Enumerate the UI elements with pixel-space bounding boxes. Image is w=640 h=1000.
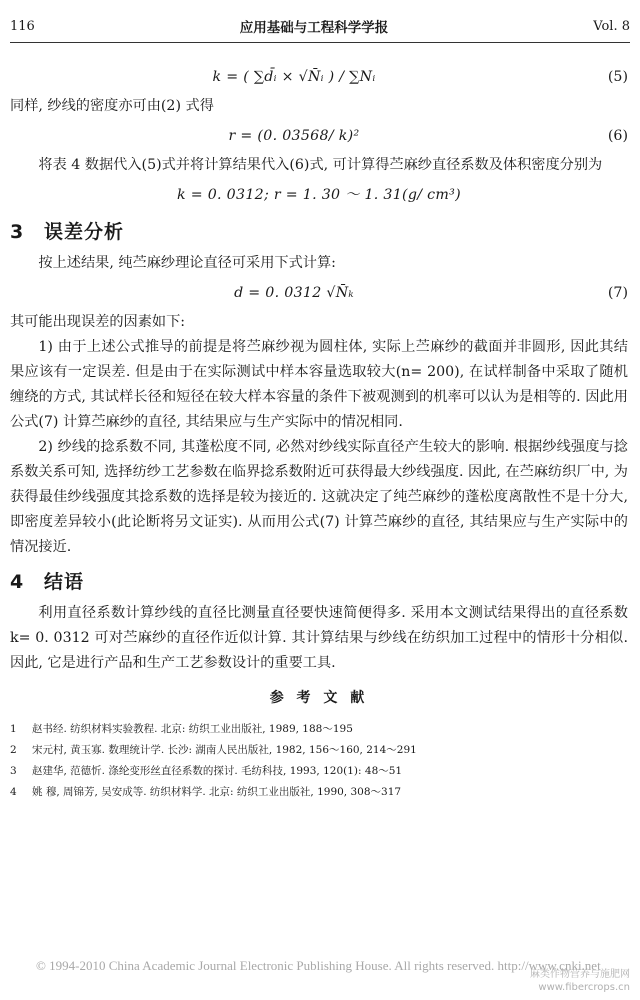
site-watermark [530,968,630,994]
equation-5-expression: k = ( ∑d̄ᵢ × √N̄ᵢ ) / ∑Nᵢ [212,68,376,85]
copyright-footer: © 1994-2010 China Academic Journal Electronic Publishing House. All rights reserved. http://www.cnki.net [36,958,601,973]
equation-7-number: (7) [607,284,628,301]
volume-label: Vol. 8 [593,18,630,34]
section-4-body: 利用直径系数计算纱线的直径比测量直径要快速简便得多. 采用本文测试结果得出的直径系数 k= 0. 0312 可对苎麻纱的直径作近似计算. 其计算结果与纱线在纺织加工过程中的情形十分相似. 因此, 它是进行产品和生产工艺参数设计的重要工具. [10,605,628,671]
section-4-number: 4 [10,571,25,593]
references-heading: 参 考 文 献 [269,690,369,706]
section-4-title: 结语 [44,571,85,593]
paragraph-density: 同样, 纱线的密度亦可由(2) 式得 [10,98,214,114]
article-body [10,60,628,803]
equation-6-expression: r = (0. 03568/ k)² [228,127,360,144]
section-3-item-2: 2) 纱线的捻系数不同, 其蓬松度不同, 必然对纱线实际直径产生较大的影响. 根据纱线强度与捻系数关系可知, 选择纺纱工艺参数在临界捻系数附近可获得最大纱线强度. 因此, 在苎麻纺织厂中, 为获得最佳纱线强度其捻系数的选择是较为接近的. 这就决定了纯苎麻纱的蓬松度离散性不是十分大, 即密度差异较小(此论断将另文证实). 从而用公式(7) 计算苎麻纱的直径, 其结果应与生产实际中的情况接近. [10,439,628,555]
reference-text: 宋元村, 黄玉寡. 数理统计学. 长沙: 湖南人民出版社, 1982, 156～160, 214～291 [32,744,417,756]
reference-text: 赵书经. 纺织材料实验教程. 北京: 纺织工业出版社, 1989, 188～195 [32,723,353,735]
equation-6-number: (6) [607,127,628,144]
section-3-item-1: 1) 由于上述公式推导的前提是将苎麻纱视为圆柱体, 实际上苎麻纱的截面并非圆形, 因此其结果应该有一定误差. 但是由于在实际测试中样本容量选取较大(n= 200), 在试样制备中采取了随机缠绕的方式, 其试样长径和短径在较大样本容量的条件下被观测到的机率可以认为是相等的. 因此用公式(7) 计算苎麻纱的直径, 其结果应与生产实际中的情况相同. [10,339,628,430]
reference-item [10,761,628,782]
running-header [10,10,630,43]
reference-text: 赵建华, 范德忻. 涤纶变形丝直径系数的探讨. 毛纺科技, 1993, 120(1): 48～51 [32,765,403,777]
reference-item [10,782,628,803]
section-3-intro: 按上述结果, 纯苎麻纱理论直径可采用下式计算: [38,255,336,271]
section-3-number: 3 [10,221,25,243]
reference-item [10,719,628,740]
watermark-line-2: www.fibercrops.cn [538,982,630,993]
result-line [10,180,628,210]
reference-text: 姚 穆, 周锦芳, 吴安成等. 纺织材料学. 北京: 纺织工业出版社, 1990, 308～317 [32,786,402,798]
equation-7 [10,278,628,308]
equation-5 [10,62,628,92]
section-4-heading [10,570,628,595]
section-3-factors: 其可能出现误差的因素如下: [10,314,186,330]
watermark-line-1: 麻类作物营养与施肥网 [530,969,630,980]
journal-title: 应用基础与工程科学学报 [239,20,389,36]
section-3-heading [10,220,628,245]
equation-7-expression: d = 0. 0312 √N̄ₖ [234,284,354,301]
reference-number: 1 [10,723,17,735]
paragraph-substitute: 将表 4 数据代入(5)式并将计算结果代入(6)式, 可计算得苎麻纱直径系数及体积密度分别为 [38,157,603,173]
result-values: k = 0. 0312; r = 1. 30 ～ 1. 31(g/ cm³) [177,186,461,203]
reference-number: 3 [10,765,17,777]
section-3-title: 误差分析 [44,221,125,243]
equation-5-number: (5) [607,68,628,85]
reference-list [10,719,628,803]
reference-number: 4 [10,786,17,798]
reference-number: 2 [10,744,17,756]
reference-item [10,740,628,761]
page-number: 116 [10,18,35,34]
equation-6 [10,121,628,151]
